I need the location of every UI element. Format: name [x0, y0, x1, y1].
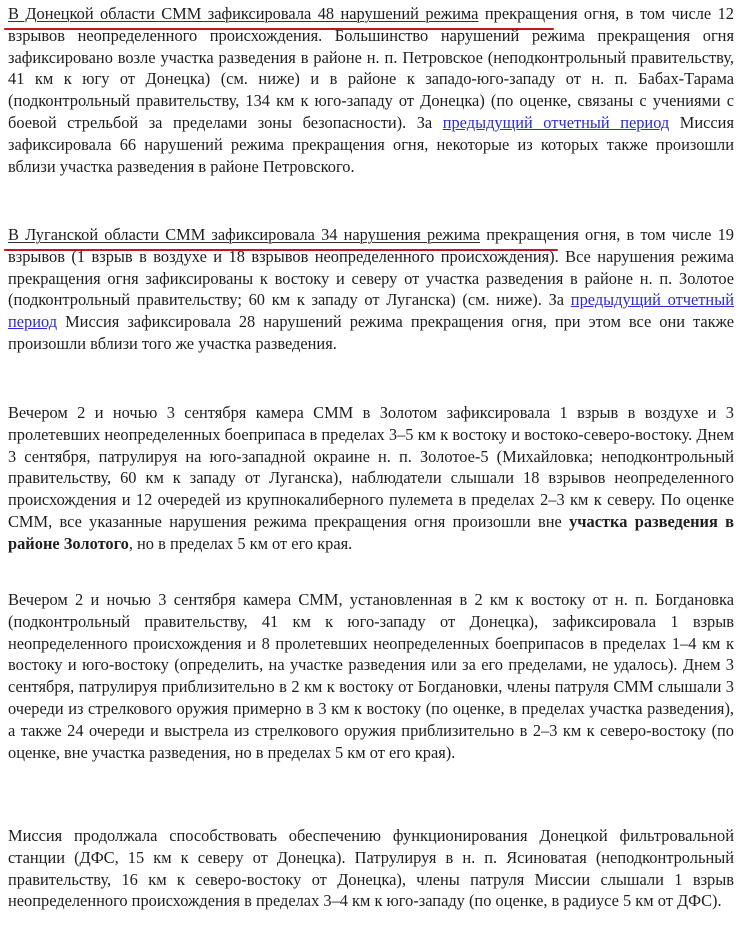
previous-period-link[interactable]: предыдущий отчетный период — [442, 112, 670, 132]
paragraph-text: Миссия зафиксировала 66 нарушений режима прекращения огня, некоторые из которых также произошли вблизи участка разведения в районе Петровского. — [8, 112, 734, 176]
paragraph-donetsk — [8, 3, 734, 177]
paragraph-bohdanivka — [8, 589, 734, 763]
paragraph-text: Вечером 2 и ночью 3 сентября камера СММ, установленная в 2 км к востоку от н. п. Богдановка (подконтрольный правительству, 41 км к юго-западу от Донецка), зафиксировала 1 взрыв неопределенного происхождения и 8 пролетевших неопределенных боеприпасов в пределах 1–4 км к востоку и юго-востоку (определить, на участке разведения или за его пределами, не удалось). Днем 3 сентября, патрулируя приблизительно в 2 км к востоку от Богдановки, члены патруля СММ слышали 3 очереди из стрелкового оружия примерно в 3 км к востоку (по оценке, в пределах участка разведения), а также 24 очереди и выстрела из стрелкового оружия приблизительно в 2–3 км к северо-востоку (по оценке, вне участка разведения, но в пределах 5 км от его края). — [8, 590, 734, 762]
paragraph-text: , но в пределах 5 км от его края. — [128, 533, 353, 553]
paragraph-text: прекращения огня, в том числе 12 взрывов неопределенного происхождения. Большинство нарушений режима прекращения огня зафиксировано возле участка разведения в районе н. п. Петровское (неподконтрольный правительству, 41 км к югу от Донецка) (см. ниже) и в районе к западо-юго-западу от н. п. Бабах-Тарама (подконтрольный правительству, 134 км к юго-западу от Донецка) (по оценке, связаны с учениями с боевой стрельбой за пределами зоны безопасности). За — [8, 4, 734, 132]
paragraph-dfs — [8, 825, 734, 912]
highlighted-phrase: В Луганской области СММ зафиксировала 34 нарушения режима — [8, 225, 481, 244]
paragraph-zolote — [8, 402, 734, 555]
paragraph-luhansk — [8, 224, 734, 355]
previous-period-link[interactable]: предыдущий отчетный период — [8, 290, 734, 332]
bold-phrase: участка разведения в районе Золотого — [8, 511, 735, 553]
paragraph-text: Миссия продолжала способствовать обеспечению функционирования Донецкой фильтровальной станции (ДФС, 15 км к северу от Донецка). Патрулируя в н. п. Ясиноватая (неподконтрольный правительству, 16 км к северо-востоку от Донецка), члены патруля Миссии слышали 1 взрыв неопределенного происхождения в пределах 3–4 км к юго-западу (по оценке, в радиусе 5 км от ДФС). — [8, 826, 734, 911]
paragraph-text: прекращения огня, в том числе 19 взрывов (1 взрыв в воздухе и 18 взрывов неопределенного происхождения). Все нарушения режима прекращения огня зафиксированы к востоку и северу от участка разведения в районе н. п. Золотое (подконтрольный правительству; 60 км к западу от Луганска) (см. ниже). За — [8, 225, 734, 310]
paragraph-text: Вечером 2 и ночью 3 сентября камера СММ в Золотом зафиксировала 1 взрыв в воздухе и 3 пролетевших неопределенных боеприпаса в пределах 3–5 км к востоку и востоко-северо-востоку. Днем 3 сентября, патрулируя на юго-западной окраине н. п. Золотое-5 (Михайловка; неподконтрольный правительству, 60 км к западу от Луганска), наблюдатели слышали 18 взрывов неопределенного происхождения и 12 очередей из крупнокалиберного пулемета в пределах 2–3 км к северу. По оценке СММ, все указанные нарушения режима прекращения огня произошли вне — [8, 403, 734, 531]
paragraph-text: Миссия зафиксировала 28 нарушений режима прекращения огня, при этом все они также произошли вблизи того же участка разведения. — [8, 312, 734, 353]
highlighted-phrase: В Донецкой области СММ зафиксировала 48 нарушений режима — [8, 4, 479, 23]
